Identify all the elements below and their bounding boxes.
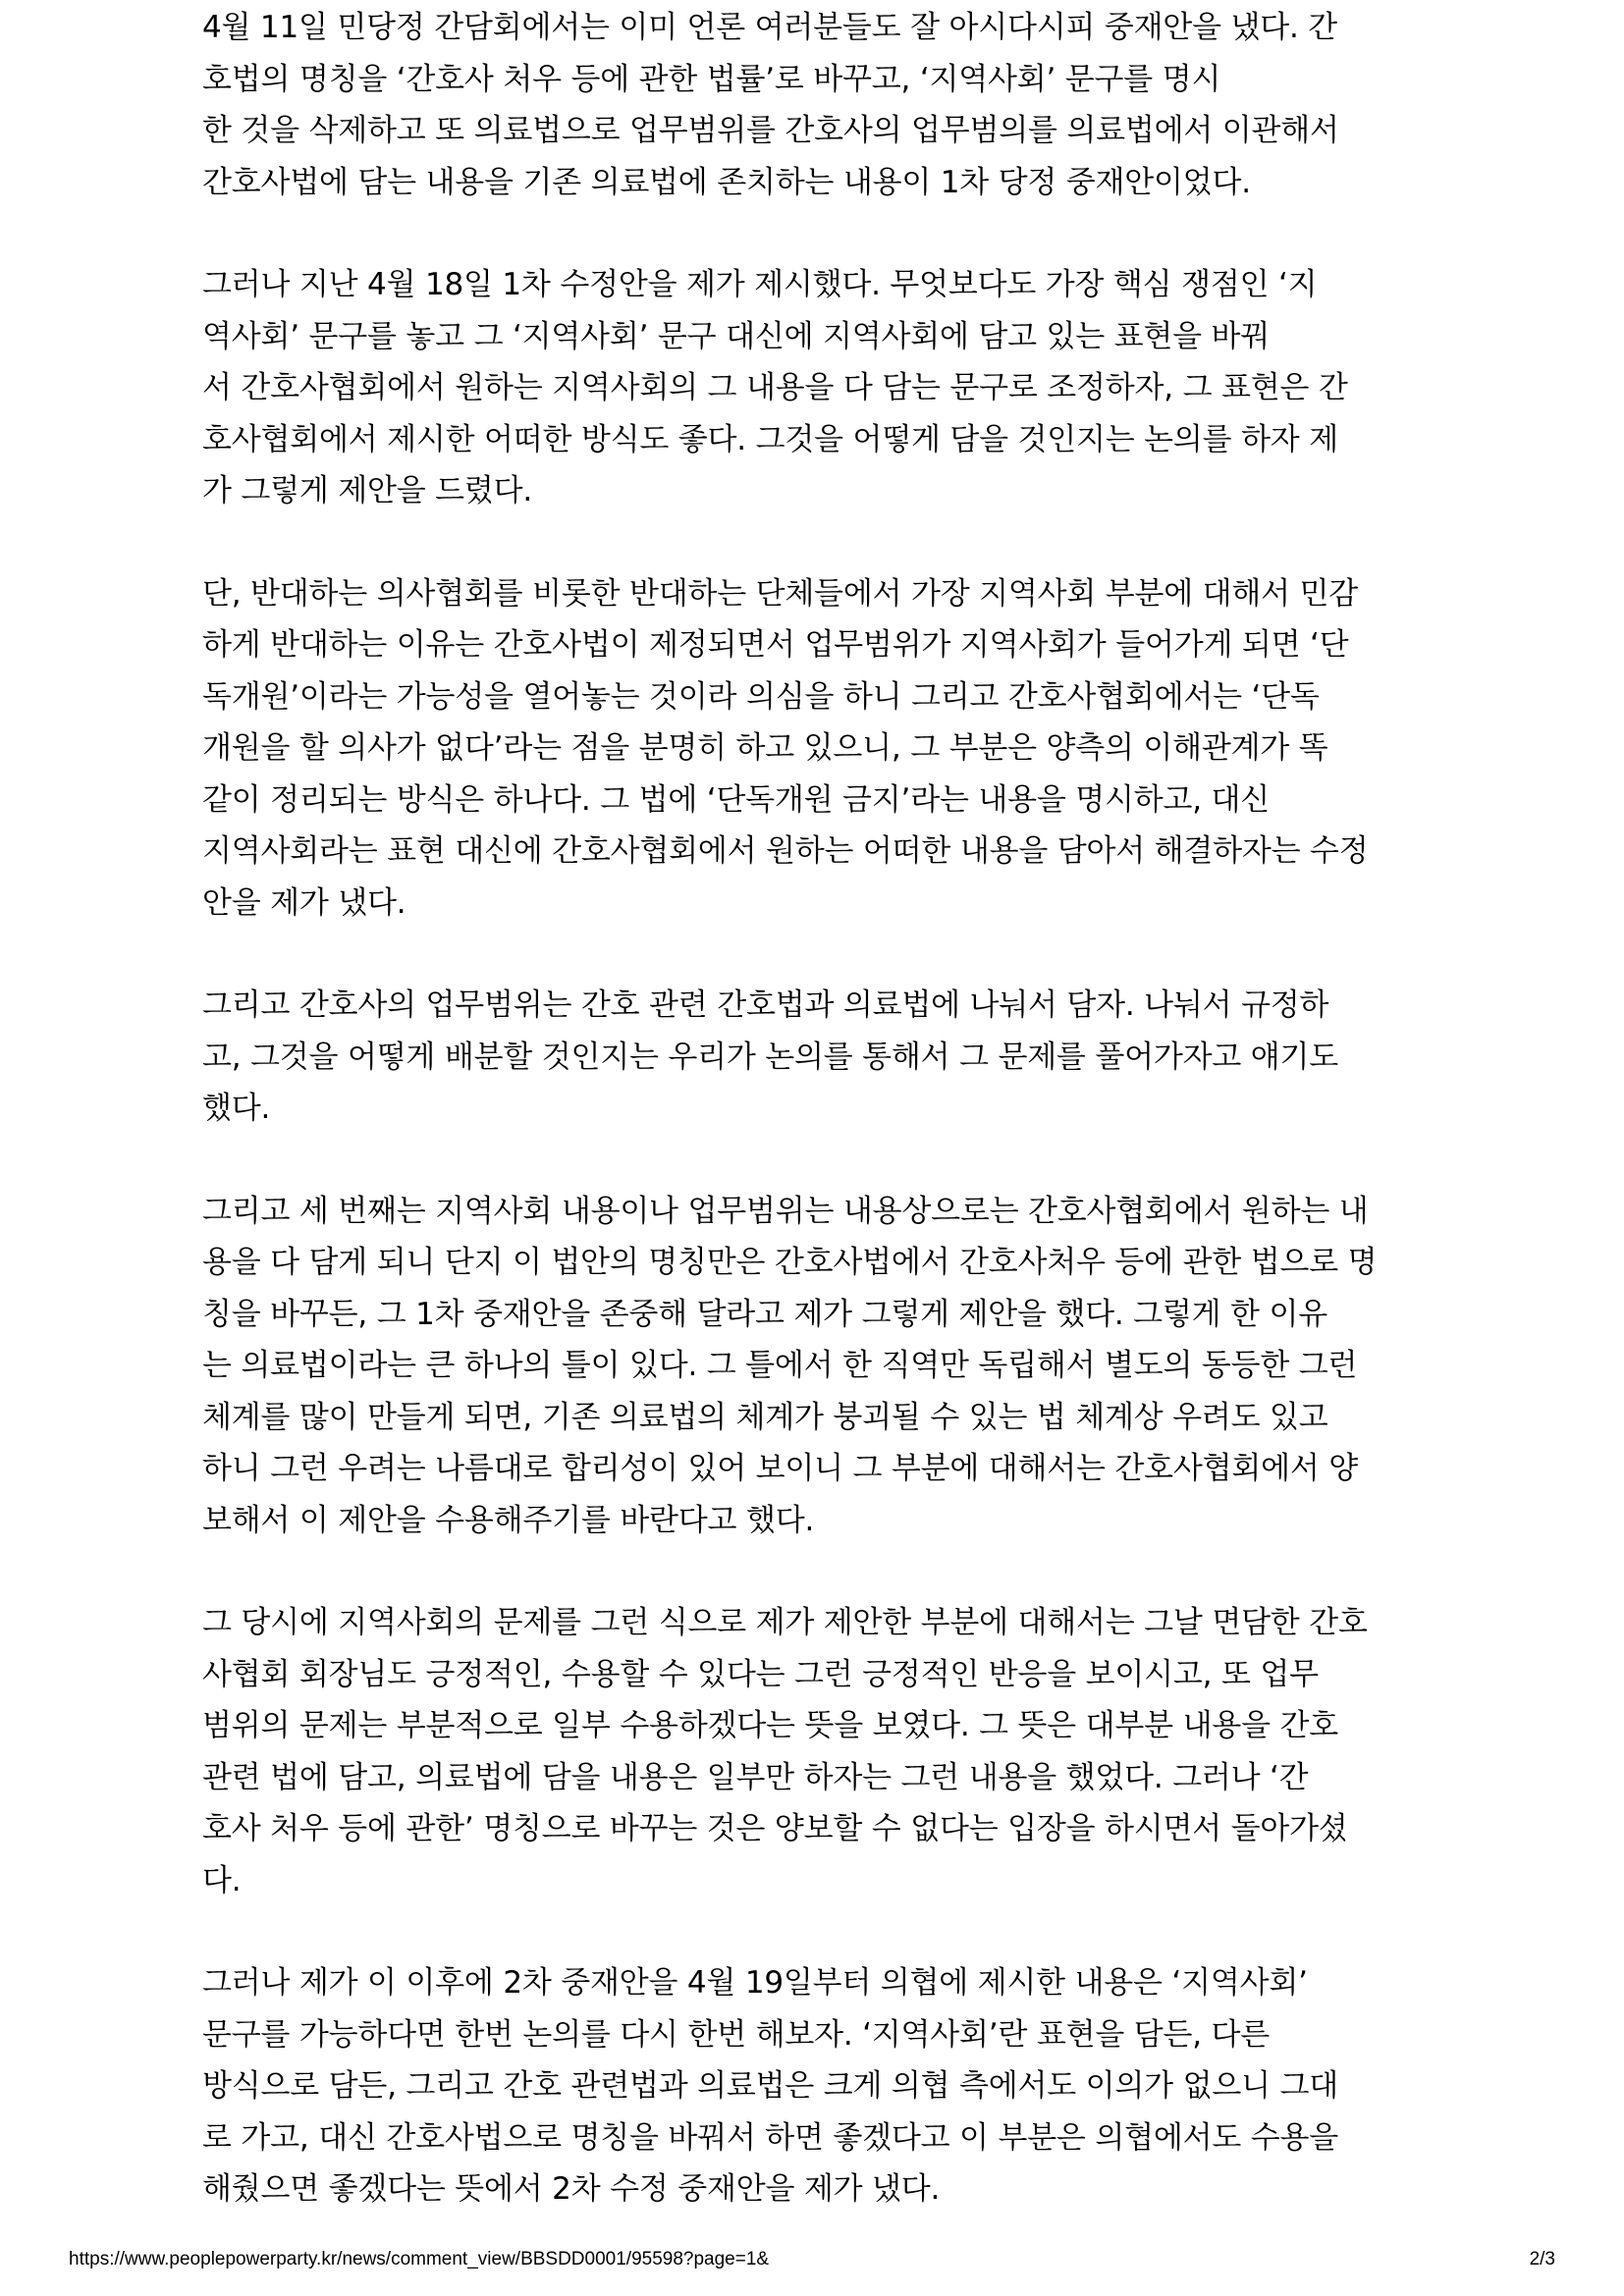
text-line: 한 것을 삭제하고 또 의료법으로 업무범위를 간호사의 업무범의를 의료법에서 이관해서 [202, 113, 1339, 148]
paragraph-6 [202, 1597, 1430, 1906]
paragraph-1 [202, 2, 1430, 208]
paragraph-gap [202, 1135, 1430, 1186]
paragraph-7 [202, 1957, 1430, 2216]
text-line: 는 의료법이라는 큰 하나의 틀이 있다. 그 틀에서 한 직역만 독립해서 별도의 동등한 그런 [202, 1348, 1358, 1383]
paragraph-3 [202, 568, 1430, 930]
text-line: 범위의 문제는 부분적으로 일부 수용하겠다는 뜻을 보였다. 그 뜻은 대부분 내용을 간호 [202, 1708, 1338, 1743]
text-line: 그리고 간호사의 업무범위는 간호 관련 간호법과 의료법에 나눠서 담자. 나눠서 규정하 [202, 988, 1329, 1023]
text-line: 개원을 할 의사가 없다’라는 점을 분명히 하고 있으니, 그 부분은 양측의 이해관계가 똑 [202, 730, 1328, 766]
text-line: 고, 그것을 어떻게 배분할 것인지는 우리가 논의를 통해서 그 문제를 풀어가자고 얘기도 [202, 1039, 1338, 1075]
source-url-link[interactable]: https://www.peoplepowerparty.kr/news/comment_view/BBSDD0001/95598?page=1& [69, 2249, 770, 2269]
paragraph-gap [202, 1546, 1430, 1597]
text-line: 했다. [202, 1091, 271, 1126]
text-line: 서 간호사협회에서 원하는 지역사회의 그 내용을 다 담는 문구로 조정하자, 그 표현은 간 [202, 370, 1348, 405]
paragraph-2 [202, 259, 1430, 517]
text-line: 안을 제가 냈다. [202, 884, 406, 921]
paragraph-gap [202, 517, 1430, 568]
text-line: 독개원’이라는 가능성을 열어놓는 것이라 의심을 하니 그리고 간호사협회에서는 ‘단독 [202, 678, 1320, 715]
text-line: 칭을 바꾸든, 그 1차 중재안을 존중해 달라고 제가 그렇게 제안을 했다. 그렇게 한 이유 [202, 1296, 1327, 1332]
text-line: 4월 11일 민당정 간담회에서는 이미 언론 여러분들도 잘 아시다시피 중재안을 냈다. 간 [202, 10, 1338, 45]
text-line: 가 그렇게 제안을 드렸다. [202, 473, 533, 508]
text-line: 그리고 세 번째는 지역사회 내용이나 업무범위는 내용상으로는 간호사협회에서 원하는 내 [202, 1193, 1369, 1229]
paragraph-gap [202, 208, 1430, 259]
text-line: 체계를 많이 만들게 되면, 기존 의료법의 체계가 붕괴될 수 있는 법 체계상 우려도 있고 [202, 1399, 1328, 1435]
paragraph-gap [202, 929, 1430, 980]
paragraph-4 [202, 980, 1430, 1135]
text-line: 문구를 가능하다면 한번 논의를 다시 한번 해보자. ‘지역사회’란 표현을 담든, 다른 [202, 2016, 1271, 2053]
text-line: 같이 정리되는 방식은 하나다. 그 법에 ‘단독개원 금지’라는 내용을 명시하고, 대신 [202, 781, 1271, 818]
text-line: 호사 처우 등에 관한’ 명칭으로 바꾸는 것은 양보할 수 없다는 입장을 하시면서 돌아가셨 [202, 1811, 1348, 1846]
text-line: 하니 그런 우려는 나름대로 합리성이 있어 보이니 그 부분에 대해서는 간호사협회에서 양 [202, 1451, 1359, 1486]
text-line: 사협회 회장님도 긍정적인, 수용할 수 있다는 그런 긍정적인 반응을 보이시고, 또 업무 [202, 1656, 1319, 1692]
text-line: 간호사법에 담는 내용을 기존 의료법에 존치하는 내용이 1차 당정 중재안이었다. [202, 164, 1251, 200]
text-line: 보해서 이 제안을 수용해주기를 바란다고 했다. [202, 1502, 815, 1538]
text-line: 해줬으면 좋겠다는 뜻에서 2차 수정 중재안을 제가 냈다. [202, 2171, 941, 2207]
text-line: 그 당시에 지역사회의 문제를 그런 식으로 제가 제안한 부분에 대해서는 그날 면담한 간호 [202, 1605, 1368, 1640]
paragraph-gap [202, 1906, 1430, 1957]
text-line: 로 가고, 대신 간호사법으로 명칭을 바꿔서 하면 좋겠다고 이 부분은 의협에서도 수용을 [202, 2119, 1338, 2156]
text-line: 지역사회라는 표현 대신에 간호사협회에서 원하는 어떠한 내용을 담아서 해결하자는 수정 [202, 833, 1369, 869]
text-line: 하게 반대하는 이유는 간호사법이 제정되면서 업무범위가 지역사회가 들어가게 되면 ‘단 [202, 627, 1349, 663]
text-line: 방식으로 담든, 그리고 간호 관련법과 의료법은 크게 의협 측에서도 이의가 없으니 그대 [202, 2068, 1338, 2104]
document-body [202, 0, 1430, 2216]
text-line: 관련 법에 담고, 의료법에 담을 내용은 일부만 하자는 그런 내용을 했었다. 그러나 ‘간 [202, 1759, 1309, 1795]
page-number: 2/3 [1529, 2249, 1555, 2269]
text-line: 단, 반대하는 의사협회를 비롯한 반대하는 단체들에서 가장 지역사회 부분에 대해서 민감 [202, 575, 1359, 612]
text-line: 역사회’ 문구를 놓고 그 ‘지역사회’ 문구 대신에 지역사회에 담고 있는 표현을 바꿔 [202, 318, 1271, 354]
text-line: 용을 다 담게 되니 단지 이 법안의 명칭만은 간호사법에서 간호사처우 등에 관한 법으로 명 [202, 1245, 1378, 1280]
text-line: 호사협회에서 제시한 어떠한 방식도 좋다. 그것을 어떻게 담을 것인지는 논의를 하자 제 [202, 421, 1338, 457]
text-line: 그러나 지난 4월 18일 1차 수정안을 제가 제시했다. 무엇보다도 가장 핵심 쟁점인 ‘지 [202, 267, 1318, 302]
text-line: 호법의 명칭을 ‘간호사 처우 등에 관한 법률’로 바꾸고, ‘지역사회’ 문구를 명시 [202, 61, 1221, 97]
text-line: 그러나 제가 이 이후에 2차 중재안을 4월 19일부터 의협에 제시한 내용은 ‘지역사회’ [202, 1965, 1308, 2001]
text-line: 다. [202, 1862, 242, 1898]
paragraph-5 [202, 1186, 1430, 1547]
